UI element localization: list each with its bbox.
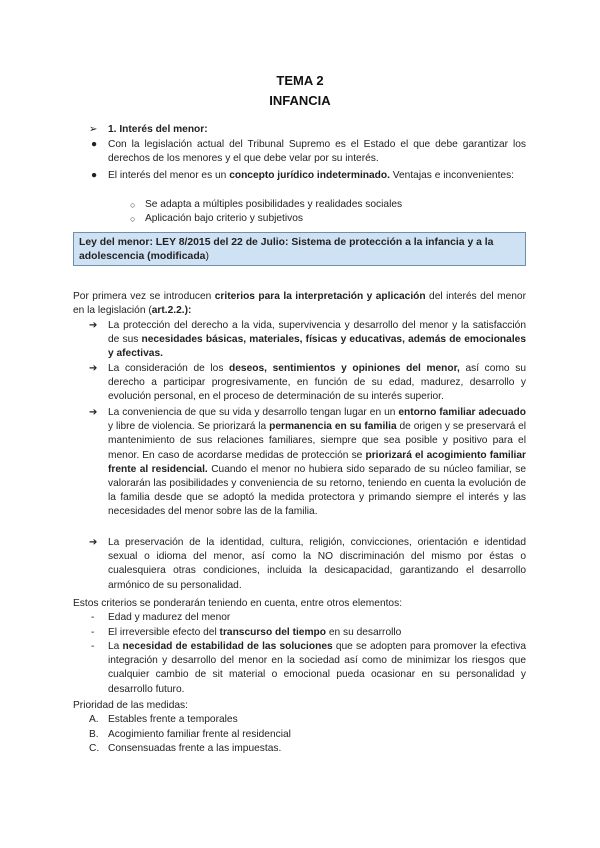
criterion-item: La consideración de los deseos, sentimientos y opiniones del menor, así como su derecho a participar progresivamente, en función de su edad, madurez, desarrollo y evolución personal, en el proceso de determinación de su interés superior. [108,363,526,403]
sub-bullet-item: Aplicación bajo criterio y subjetivos [145,213,303,224]
page-title: TEMA 2 [276,73,324,88]
arrow-icon: ➔ [89,320,98,331]
priority-item: Estables frente a temporales [108,714,238,725]
arrow-icon: ➔ [89,407,98,418]
list-letter: C. [89,743,100,754]
element-item: La necesidad de estabilidad de las soluciones que se adopten para promover la efectiva integración y desarrollo del menor en la sociedad así como de minimizar los riesgos que cualquier cambio de sit material o emocional pueda ocasionar en su personalidad y desarrollo futuro. [108,641,526,695]
bullet-icon: ● [91,170,98,181]
list-letter: A. [89,714,99,725]
circle-bullet-icon: ○ [130,200,136,210]
dash-icon: - [91,612,95,623]
section-arrowhead-icon: ➢ [89,124,98,135]
priority-item: Consensuadas frente a las impuestas. [108,743,282,754]
weighing-intro: Estos criterios se ponderarán teniendo en cuenta, entre otros elementos: [73,598,403,609]
law-highlight-box: Ley del menor: LEY 8/2015 del 22 de Julio: Sistema de protección a la infancia y a la adolescencia (modificada) [73,232,526,266]
criterion-item: La protección del derecho a la vida, supervivencia y desarrollo del menor y la satisfacción de sus necesidades básicas, materiales, físicas y educativas, además de emocionales y afectivas. [108,320,526,360]
element-item: Edad y madurez del menor [108,612,231,623]
bullet-icon: ● [91,139,98,150]
bullet-item: Con la legislación actual del Tribunal Supremo es el Estado el que debe garantizar los derechos de los menores y el que debe velar por su interés. [108,139,526,165]
bullet-item: El interés del menor es un concepto jurídico indeterminado. Ventajas e inconvenientes: [108,170,514,181]
element-item: El irreversible efecto del transcurso del tiempo en su desarrollo [108,627,402,638]
dash-icon: - [91,641,95,652]
list-letter: B. [89,729,99,740]
title-block [0,71,600,111]
criterion-item: La preservación de la identidad, cultura, religión, convicciones, orientación e identidad sexual o idioma del menor, así como la NO discriminación del mismo por éstas o cualesquiera otras condiciones, incluida la desicapacidad, garantizando el desarrollo armónico de su personalidad. [108,537,526,591]
criterion-item: La conveniencia de que su vida y desarrollo tengan lugar en un entorno familiar adecuado y libre de violencia. Se priorizará la permanencia en su familia de origen y se preservará el mantenimiento de sus relaciones familiares, siempre que sea posible y positivo para el menor. En caso de acordarse medidas de protección se priorizará el acogimiento familiar frente al residencial. Cuando el menor no hubiera sido separado de su núcleo familiar, se valorarán las posibilidades y conveniencia de su retorno, teniendo en cuenta la evolución de la familia desde que se adoptó la medida protectora y primando siempre el interés y las necesidades del menor sobre las de la familia. [108,407,526,518]
dash-icon: - [91,627,95,638]
sub-bullet-item: Se adapta a múltiples posibilidades y realidades sociales [145,199,403,210]
arrow-icon: ➔ [89,537,98,548]
section-heading: 1. Interés del menor: [108,124,208,135]
intro-paragraph: Por primera vez se introducen criterios para la interpretación y aplicación del interés del menor en la legislación (art.2.2.): [73,291,526,317]
arrow-icon: ➔ [89,363,98,374]
circle-bullet-icon: ○ [130,214,136,224]
priority-item: Acogimiento familiar frente al residencial [108,729,291,740]
page-subtitle: INFANCIA [269,93,331,108]
priority-intro: Prioridad de las medidas: [73,700,188,711]
